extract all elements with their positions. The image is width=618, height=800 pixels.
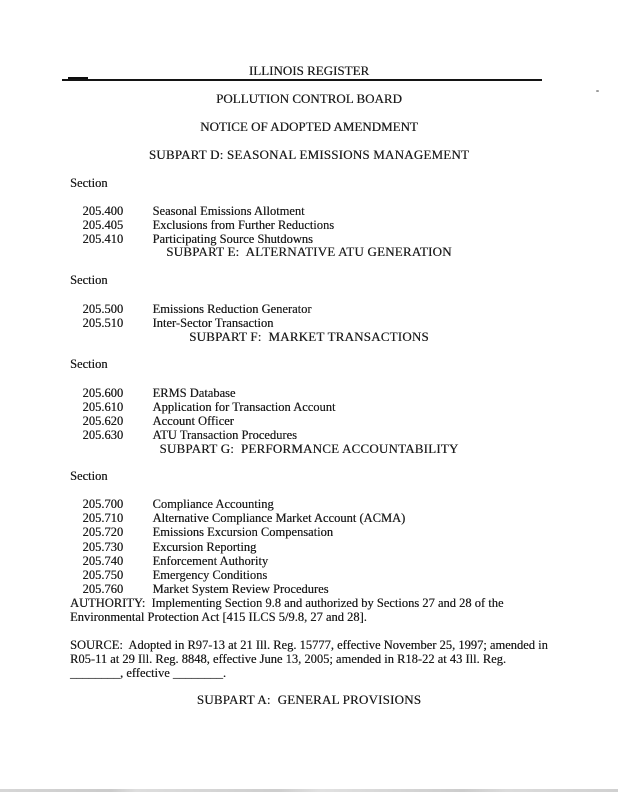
subpart-g-heading: SUBPART G: PERFORMANCE ACCOUNTABILITY (159, 441, 459, 456)
section-title: Seasonal Emissions Allotment (152, 204, 305, 218)
section-number: 205.760 (82, 582, 124, 596)
section-number: 205.610 (82, 400, 124, 414)
section-title: Participating Source Shutdowns (152, 232, 313, 246)
section-title: Emissions Excursion Compensation (152, 525, 334, 539)
section-number: 205.400 (82, 204, 124, 218)
section-title: Emissions Reduction Generator (152, 302, 312, 316)
notice-title: NOTICE OF ADOPTED AMENDMENT (200, 119, 418, 134)
section-label: Section (70, 357, 108, 371)
section-title: Excursion Reporting (152, 540, 257, 554)
section-number: 205.700 (82, 497, 124, 511)
section-number: 205.410 (82, 232, 124, 246)
section-title: Application for Transaction Account (152, 400, 336, 414)
authority-paragraph-line: AUTHORITY: Implementing Section 9.8 and authorized by Sections 27 and 28 of the (70, 596, 504, 610)
section-number: 205.750 (82, 568, 124, 582)
section-number: 205.720 (82, 525, 124, 539)
subpart-d-heading: SUBPART D: SEASONAL EMISSIONS MANAGEMENT (148, 147, 470, 162)
section-number: 205.405 (82, 218, 124, 232)
section-number: 205.510 (82, 316, 124, 330)
source-paragraph-line: R05-11 at 29 Ill. Reg. 8848, effective June 13, 2005; amended in R18-22 at 43 Ill. Reg. (70, 652, 507, 666)
source-paragraph-line: SOURCE: Adopted in R97-13 at 21 Ill. Reg. 15777, effective November 25, 1997; amended in (70, 638, 548, 652)
section-title: Account Officer (152, 414, 234, 428)
section-label: Section (70, 176, 108, 190)
section-number: 205.620 (82, 414, 124, 428)
section-title: Emergency Conditions (152, 568, 268, 582)
section-number: 205.600 (82, 386, 124, 400)
section-title: ATU Transaction Procedures (152, 428, 297, 442)
header-rule (62, 79, 542, 81)
source-paragraph-line: ________, effective ________. (70, 666, 226, 680)
section-number: 205.500 (82, 302, 124, 316)
section-label: Section (70, 273, 108, 287)
section-number: 205.730 (82, 540, 124, 554)
subpart-f-heading: SUBPART F: MARKET TRANSACTIONS (189, 329, 429, 344)
page-header-title: ILLINOIS REGISTER (248, 63, 370, 78)
section-title: Exclusions from Further Reductions (152, 218, 335, 232)
section-title: Market System Review Procedures (152, 582, 329, 596)
authority-paragraph-line: Environmental Protection Act [415 ILCS 5/9.8, 27 and 28]. (70, 610, 367, 624)
section-title: Inter-Sector Transaction (152, 316, 274, 330)
scan-edge-artifact (0, 789, 618, 792)
section-title: Enforcement Authority (152, 554, 269, 568)
subpart-e-heading: SUBPART E: ALTERNATIVE ATU GENERATION (166, 244, 452, 259)
section-title: Alternative Compliance Market Account (ACMA) (152, 511, 406, 525)
subpart-a-heading: SUBPART A: GENERAL PROVISIONS (196, 692, 422, 707)
org-title: POLLUTION CONTROL BOARD (216, 91, 402, 106)
section-number: 205.740 (82, 554, 124, 568)
section-title: Compliance Accounting (152, 497, 274, 511)
section-title: ERMS Database (152, 386, 236, 400)
section-number: 205.630 (82, 428, 124, 442)
section-label: Section (70, 469, 108, 483)
section-number: 205.710 (82, 511, 124, 525)
